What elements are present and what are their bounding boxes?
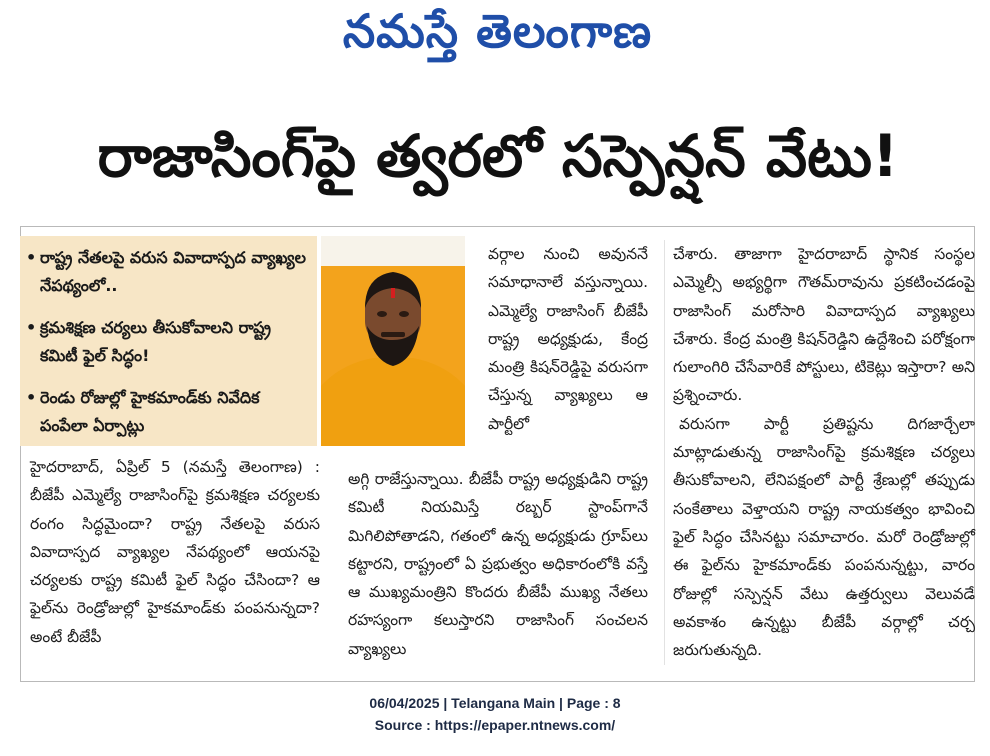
highlight-item (26, 244, 310, 300)
politician-photo (321, 236, 465, 446)
bullet-icon: • (26, 318, 37, 337)
paragraph: వర్గాల నుంచి అవుననే సమాధానాలే వస్తున్నాయి. ఎమ్మెల్యే రాజాసింగ్ బీజేపీ రాష్ట్ర అధ్యక్షుడు, కేంద్ర మంత్రి కిషన్‌రెడ్డిపై వరుసగా చేస్తున్న వ్యాఖ్యలు ఆ పార్టీలో (488, 245, 648, 433)
highlight-text: రెండు రోజుల్లో హైకమాండ్‌కు నివేదిక పంపేలా ఏర్పాట్లు (40, 388, 260, 435)
highlight-text: రాష్ట్ర నేతలపై వరుస వివాదాస్పద వ్యాఖ్యల నేపథ్యంలో.. (40, 248, 306, 295)
bullet-icon: • (26, 248, 37, 267)
column-divider (664, 240, 665, 665)
paragraph: అగ్గి రాజేస్తున్నాయి. బీజేపీ రాష్ట్ర అధ్యక్షుడిని రాష్ట్ర కమిటీ నియమిస్తే రబ్బర్ స్టాంప్‌గానే మిగిలిపోతాడని, గతంలో ఉన్న అధ్యక్షుడు గ్రూప్‌లు కట్టారని, రాష్ట్రంలో ఏ ప్రభుత్వం అధికారంలోకి వస్తే ఆ ముఖ్యమంత్రిని కొందరు బీజేపీ ముఖ్య నేతలు రహస్యంగా కలుస్తారని రాజాసింగ్ సంచలన వ్యాఖ్యలు (348, 470, 648, 658)
article-column-c (673, 240, 975, 664)
article-headline: రాజాసింగ్‌పై త్వరలో సస్పెన్షన్ వేటు! (97, 121, 899, 190)
paragraph: వరుసగా పార్టీ ప్రతిష్టను దిగజార్చేలా మాట్లాడుతున్న రాజాసింగ్‌పై క్రమశిక్షణ చర్యలు తీసుకోవాలని, లేనిపక్షంలో పార్టీ శ్రేణుల్లో తప్పుడు సంకేతాలు వెళ్తాయని రాష్ట్ర నాయకత్వం భావించి ఫైల్ సిద్ధం చేసినట్టు సమాచారం. మరో రెండ్రోజుల్లో ఈ ఫైల్‌ను హైకమాండ్‌కు పంపనున్నట్టు, వారం రోజుల్లో సస్పెన్షన్ వేటు ఉత్తర్వులు వెలువడే అవకాశం ఉన్నట్టు బీజేపీ వర్గాల్లో చర్చ జరుగుతున్నది. (673, 414, 975, 660)
footer-date-line: 06/04/2025 | Telangana Main | Page : 8 (369, 695, 621, 711)
highlight-text: క్రమశిక్షణ చర్యలు తీసుకోవాలని రాష్ట్ర కమిటీ ఫైల్ సిద్ధం! (40, 318, 271, 365)
portrait-image (321, 236, 465, 446)
bullet-icon: • (26, 388, 37, 407)
article-column-a (30, 453, 320, 651)
highlight-item (26, 314, 310, 370)
highlight-item (26, 384, 310, 440)
footer-source-line: Source : https://epaper.ntnews.com/ (374, 717, 616, 733)
article-column-b (348, 465, 648, 663)
paragraph: చేశారు. తాజాగా హైదరాబాద్ స్థానిక సంస్థల ఎమ్మెల్సీ అభ్యర్థిగా గౌతమ్‌రావును ప్రకటించడంపై రాజాసింగ్ మరోసారి వివాదాస్పద వ్యాఖ్యలు చేశారు. కేంద్ర మంత్రి కిషన్‌రెడ్డిని ఉద్దేశించి పరోక్షంగా గులాంగిరి చేసేవారికే పోస్టులు, టికెట్లు ఇస్తారా? అని ప్రశ్నించారు. (673, 245, 975, 405)
article-column-b-top (488, 240, 648, 438)
paragraph: హైదరాబాద్, ఏప్రిల్ 5 (నమస్తే తెలంగాణ) : బీజేపీ ఎమ్మెల్యే రాజాసింగ్‌పై క్రమశిక్షణ చర్యలకు రంగం సిద్ధమైందా? రాష్ట్ర నేతలపై వరుస వివాదాస్పద వ్యాఖ్యల నేపథ్యంలో ఆయనపై చర్యలకు రాష్ట్ర కమిటీ ఫైల్ సిద్ధం చేసిందా? ఆ ఫైల్‌ను రెండ్రోజుల్లో హైకమాండ్‌కు పంపనున్నదా? అంటే బీజేపీ (30, 458, 320, 646)
page-footer (0, 692, 990, 736)
newspaper-masthead: నమస్తే తెలంగాణ (342, 4, 653, 58)
